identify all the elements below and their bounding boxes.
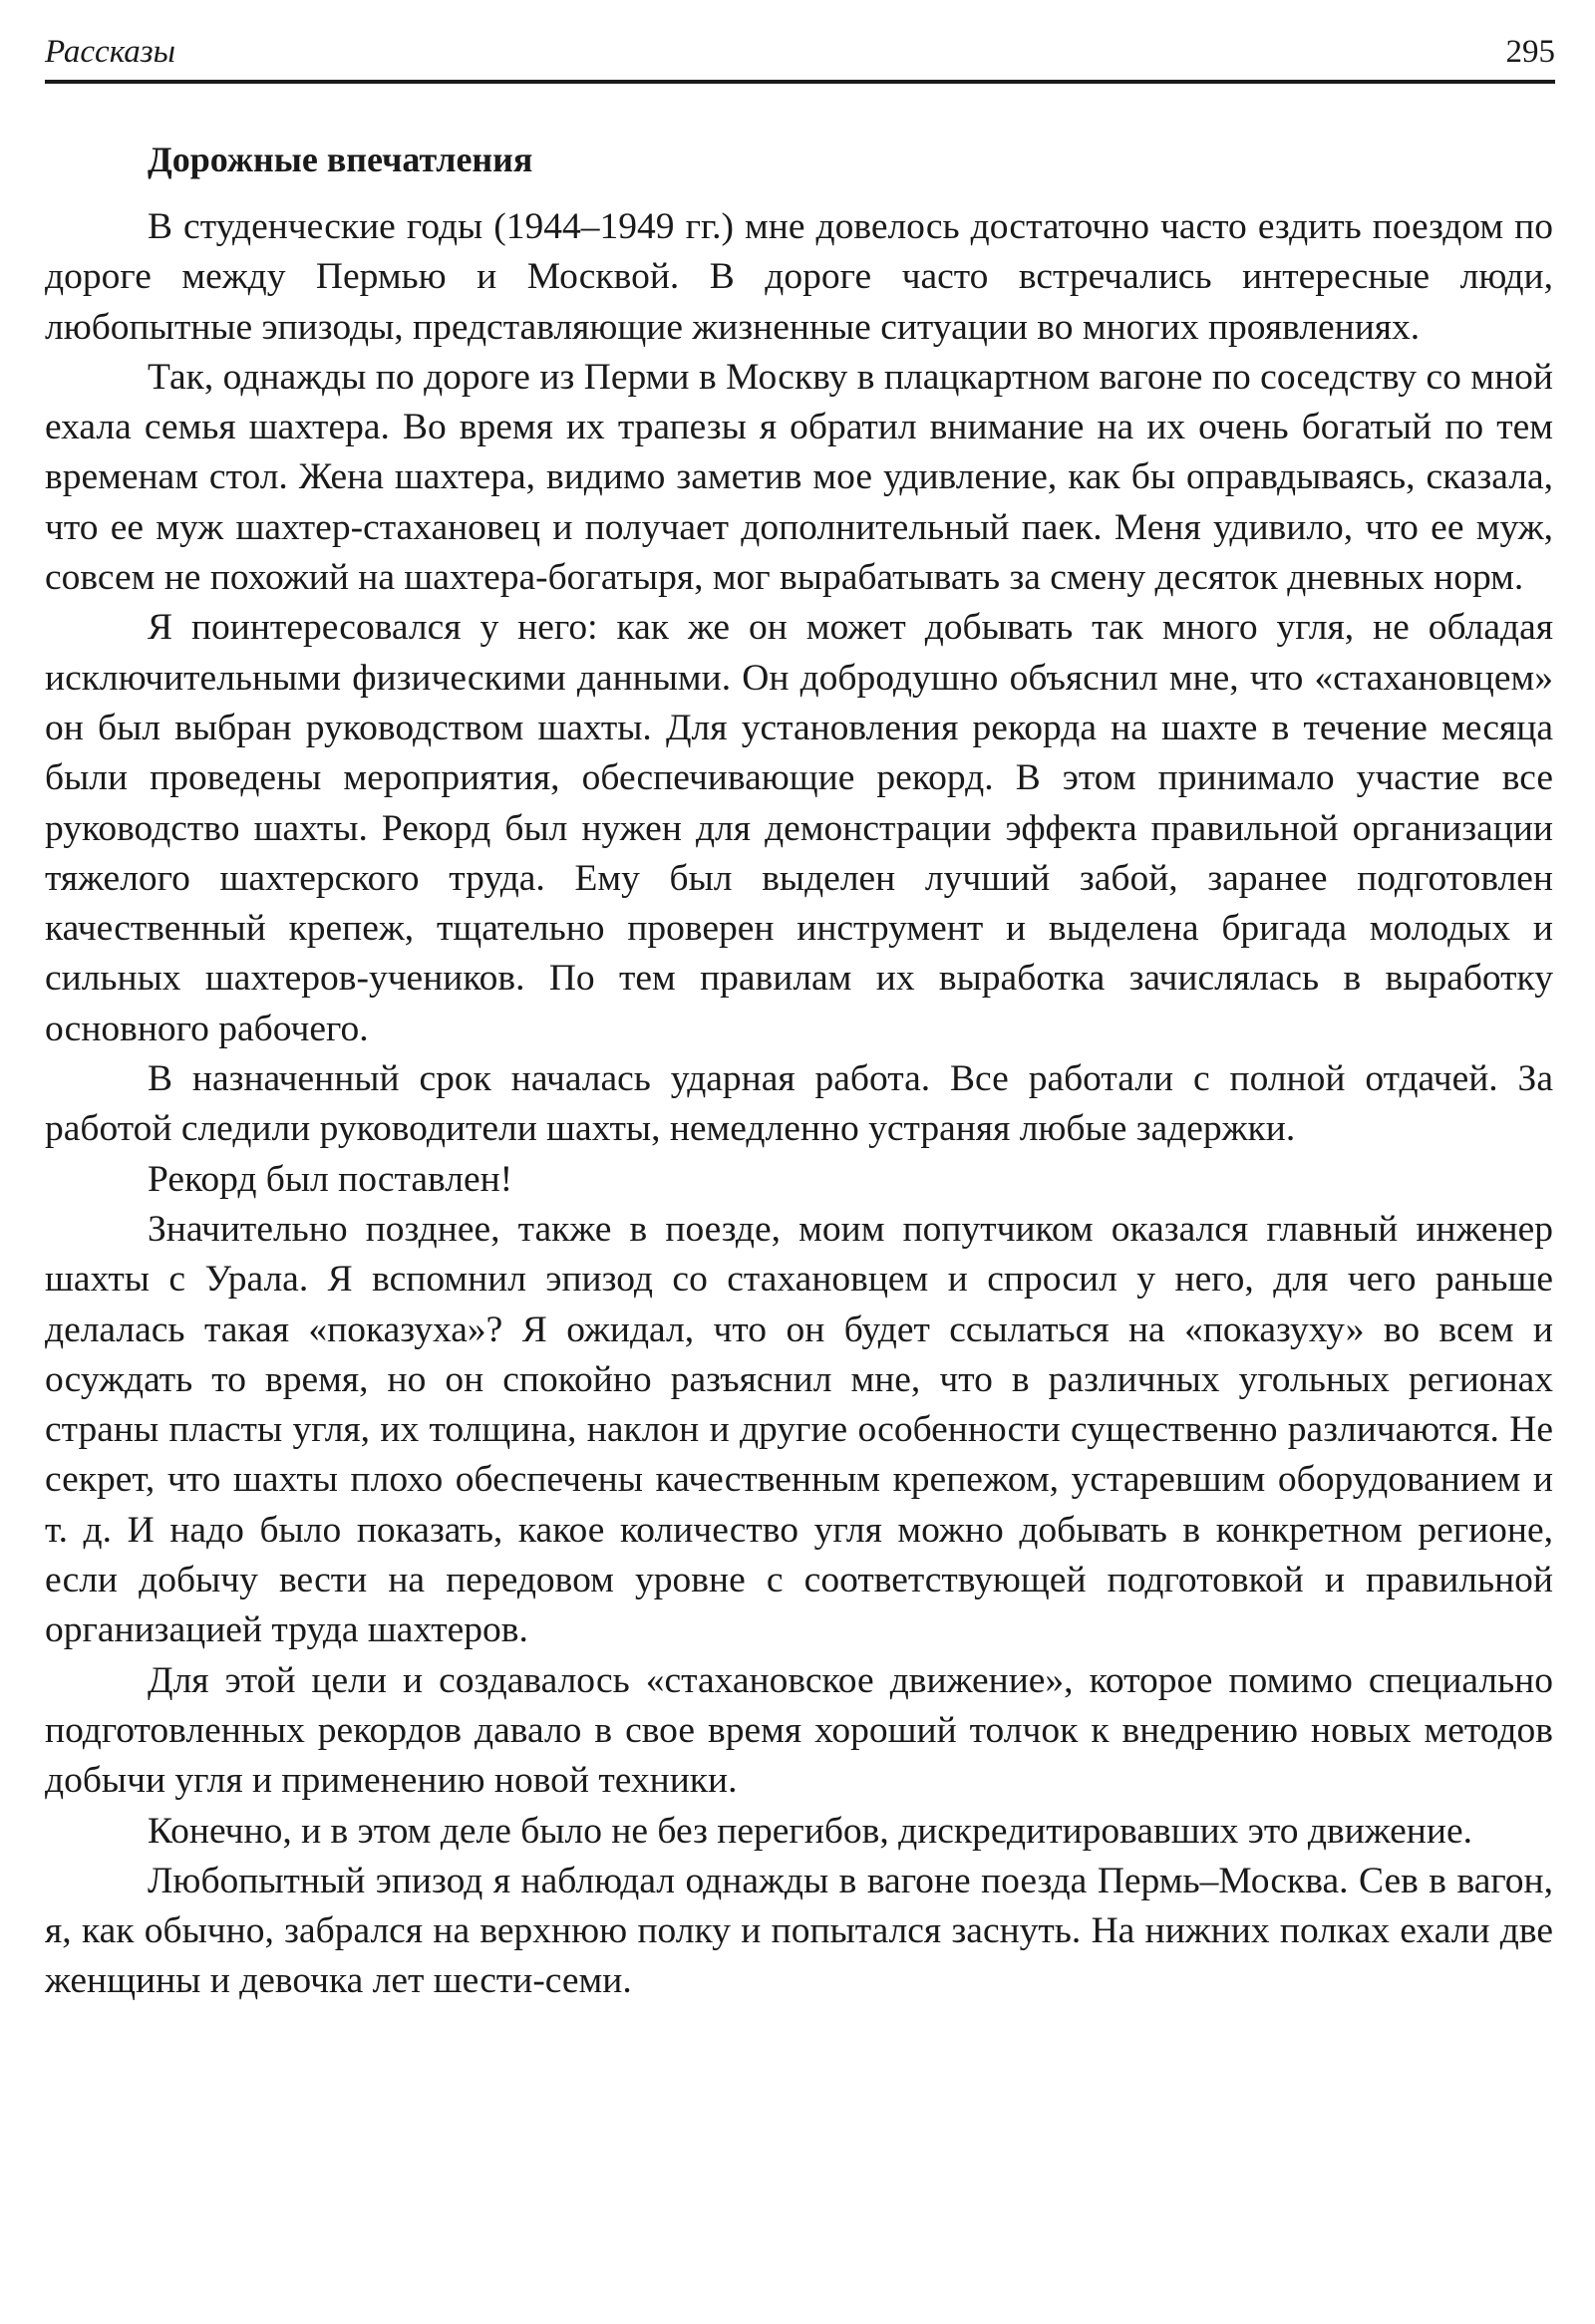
page-number: 295 [1505,34,1555,70]
paragraph-7: Для этой цели и создавалось «стахановское движение», которое помимо специально подготовленных рекордов давало в свое время хороший толчок к внедрению новых методов добычи угля и применению новой техники. [45,1659,1553,1802]
header-rule [45,80,1555,84]
paragraph-8: Конечно, и в этом деле было не без перегибов, дискредитировавших это движение. [148,1810,1472,1852]
paragraph-1: В студенческие годы (1944–1949 гг.) мне довелось достаточно часто ездить поездом по дороге между Пермью и Москвой. В дороге часто встречались интересные люди, любопытные эпизоды, представляющие жизненные ситуации во многих проявлениях. [45,206,1553,348]
running-title: Рассказы [45,34,176,70]
paragraph-6: Значительно позднее, также в поезде, моим попутчиком оказался главный инженер шахты с Урала. Я вспомнил эпизод со стахановцем и спросил у него, для чего раньше делалась такая «показуха»? Я ожидал, что он будет ссылаться на «показуху» во всем и осуждать то время, но он спокойно разъяснил мне, что в различных угольных регионах страны пласты угля, их толщина, наклон и другие особенности существенно различаются. Не секрет, что шахты плохо обеспечены качественным крепежом, устаревшим оборудованием и т. д. И надо было показать, какое количество угля можно добывать в конкретном регионе, если добычу вести на передовом уровне с соответствующей подготовкой и правильной организацией труда шахтеров. [45,1208,1553,1651]
story-body [45,135,1553,2007]
paragraph-5: Рекорд был поставлен! [148,1158,513,1200]
running-header [45,22,1555,80]
paragraph-2: Так, однажды по дороге из Перми в Москву в плацкартном вагоне по соседству со мной ехала семья шахтера. Во время их трапезы я обратил внимание на их очень богатый по тем временам стол. Жена шахтера, видимо заметив мое удивление, как бы оправдываясь, сказала, что ее муж шахтер-стахановец и получает дополнительный паек. Меня удивило, что ее муж, совсем не похожий на шахтера-богатыря, мог вырабатывать за смену десяток дневных норм. [45,356,1553,599]
paragraph-4: В назначенный срок началась ударная работа. Все работали с полной отдачей. За работой следили руководители шахты, немедленно устраняя любые задержки. [45,1058,1553,1150]
paragraph-9: Любопытный эпизод я наблюдал однажды в вагоне поезда Пермь–Москва. Сев в вагон, я, как обычно, забрался на верхнюю полку и попытался заснуть. На нижних полках ехали две женщины и девочка лет шести-семи. [45,1860,1553,2002]
paragraph-3: Я поинтересовался у него: как же он может добывать так много угля, не обладая исключительными физическими данными. Он добродушно объяснил мне, что «стахановцем» он был выбран руководством шахты. Для установления рекорда на шахте в течение месяца были проведены мероприятия, обеспечивающие рекорд. В этом принимало участие все руководство шахты. Рекорд был нужен для демонстрации эффекта правильной организации тяжелого шахтерского труда. Ему был выделен лучший забой, заранее подготовлен качественный крепеж, тщательно проверен инструмент и выделена бригада молодых и сильных шахтеров-учеников. По тем правилам их выработка зачислялась в выработку основного рабочего. [45,607,1553,1049]
story-title: Дорожные впечатления [148,140,533,179]
